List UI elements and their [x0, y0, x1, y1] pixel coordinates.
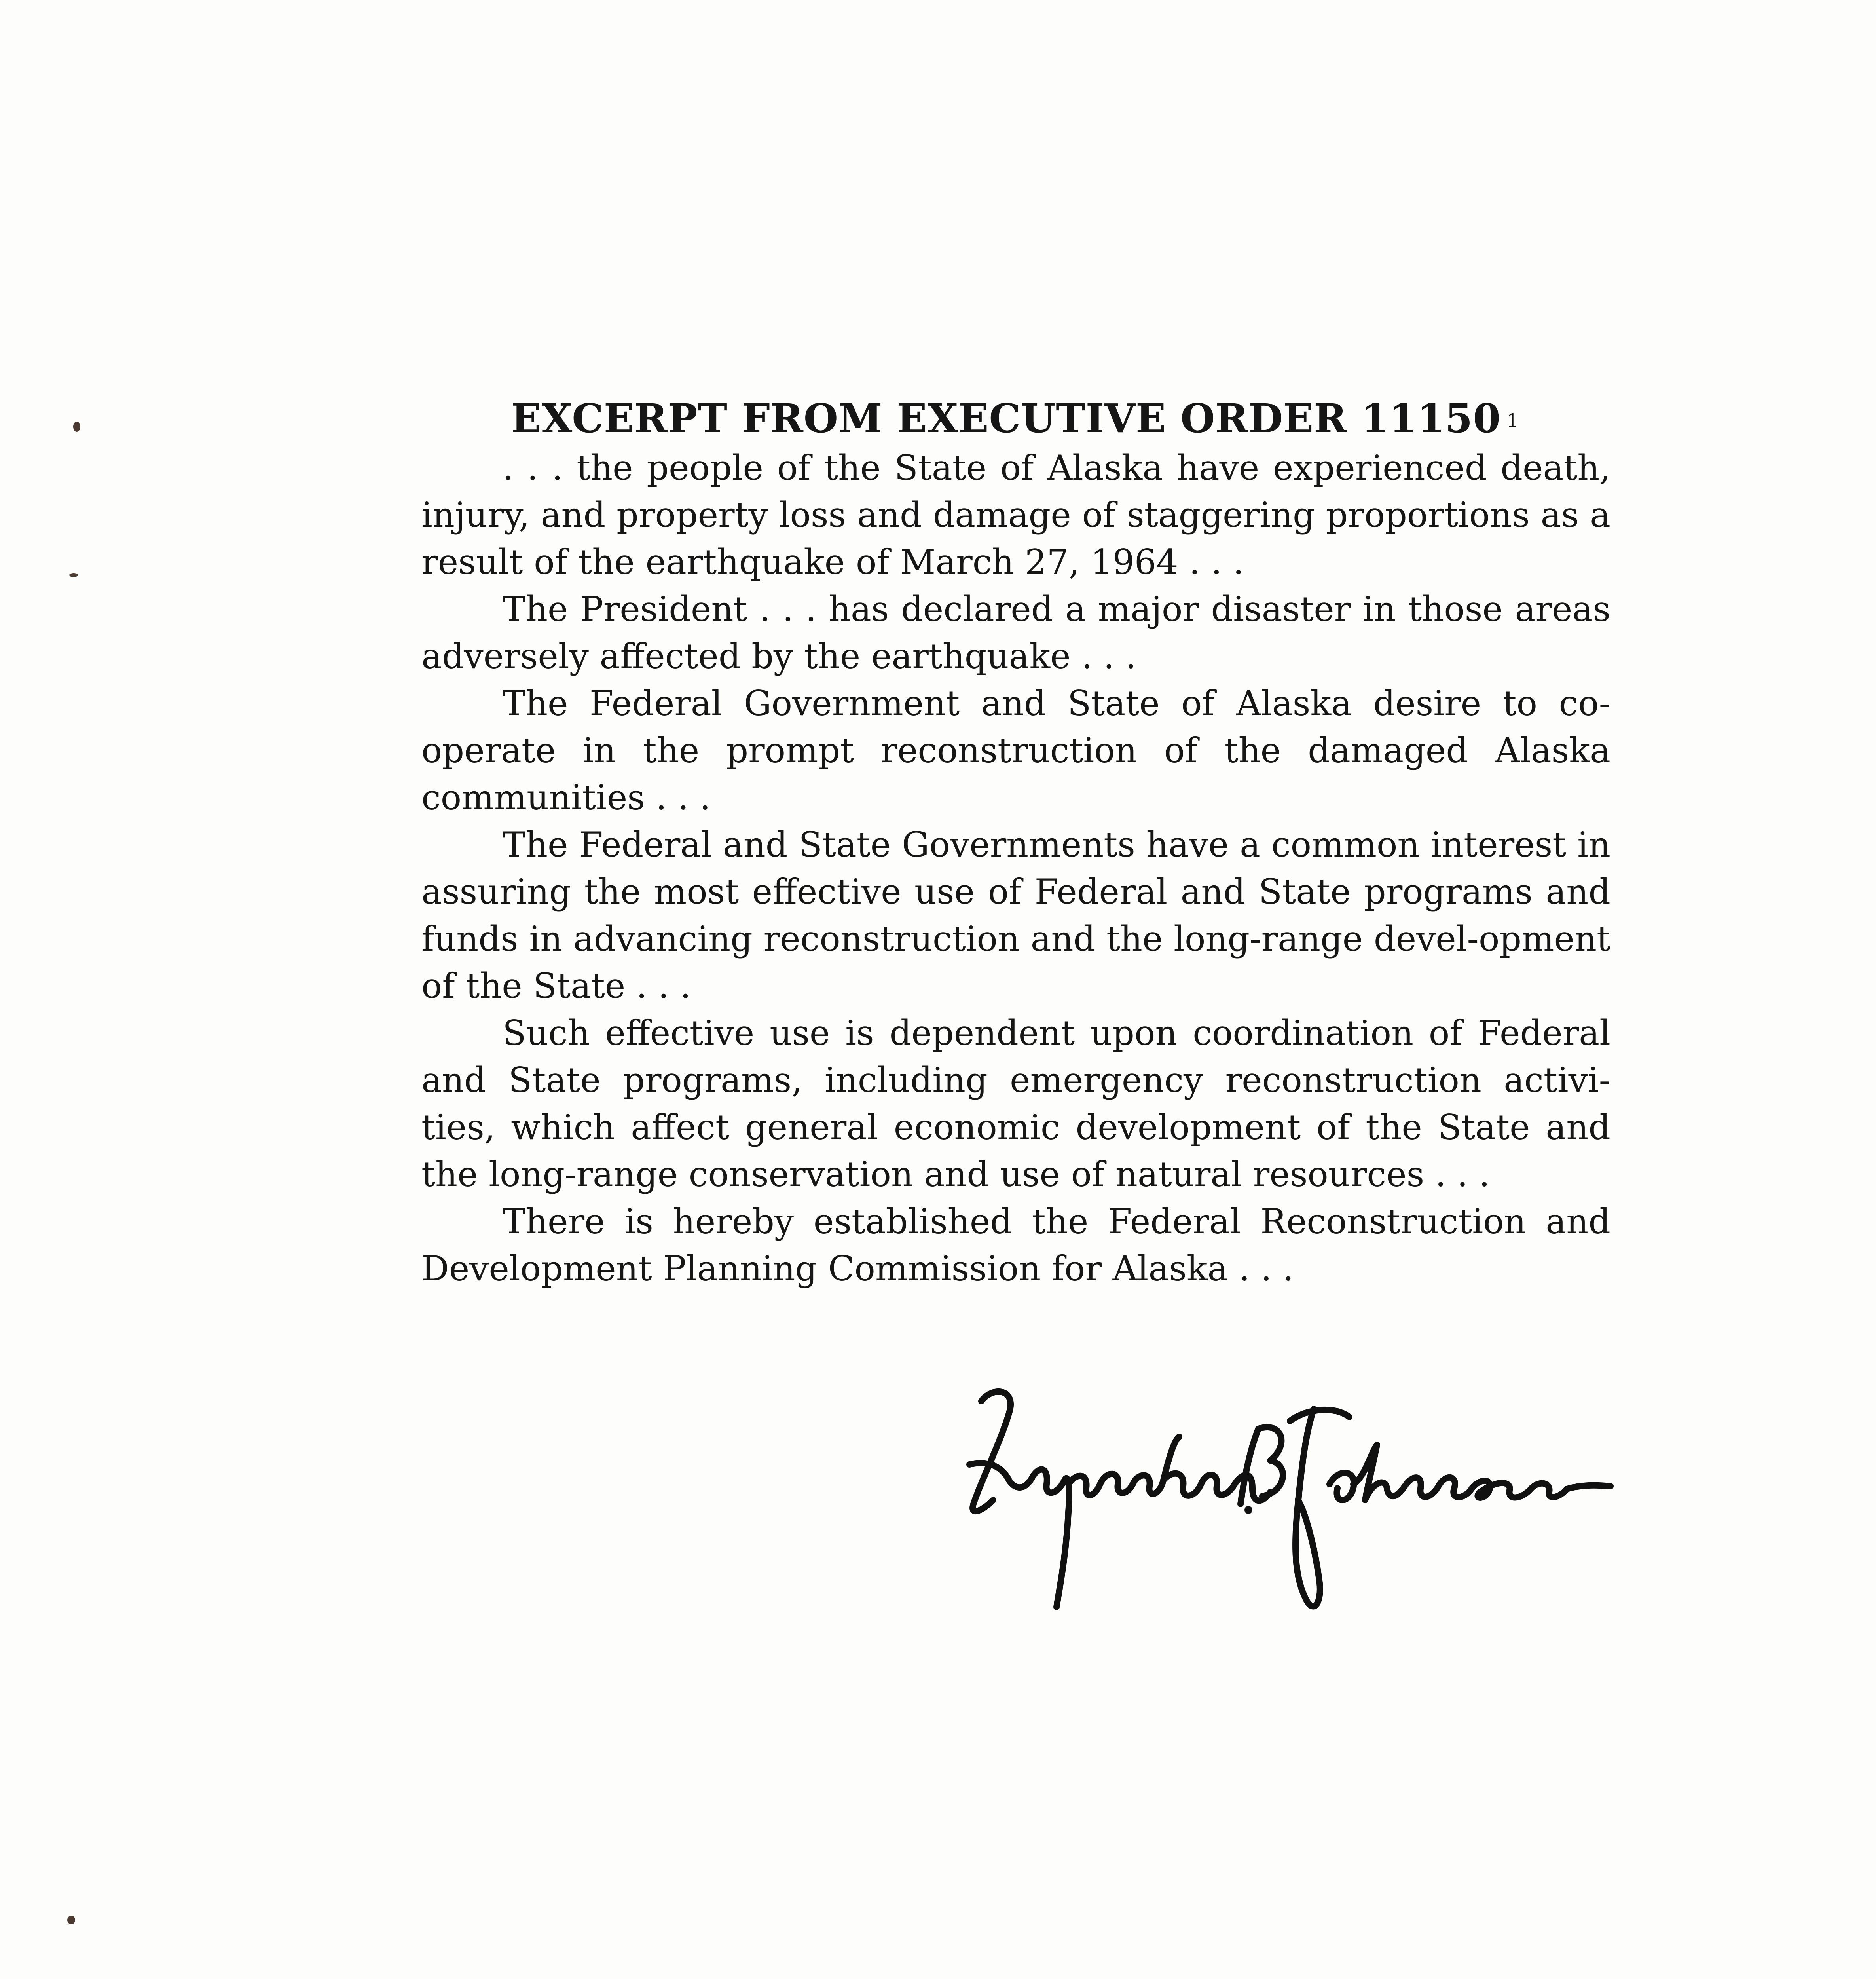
margin-speck: [67, 1916, 75, 1924]
paragraph-4: The Federal and State Governments have a common interest in assuring the most effective use of Federal and State programs and funds in advancing reconstruction and the long-range devel-opment of the State . . .: [421, 824, 1610, 1006]
title-text: EXCERPT FROM EXECUTIVE ORDER 11150: [511, 395, 1501, 442]
paragraph-6: There is hereby established the Federal Reconstruction and Development Planning Commission for Alaska . . .: [421, 1201, 1610, 1289]
excerpt-body: [421, 444, 1610, 1292]
margin-speck: [69, 573, 78, 577]
paragraph-1: . . . the people of the State of Alaska have experienced death, injury, and property loss and damage of staggering proportions as a result of the earthquake of March 27, 1964 . . .: [421, 448, 1610, 582]
paragraph-5: Such effective use is dependent upon coordination of Federal and State programs, including emergency reconstruction activi-ties, which affect general economic development of the State and the long-range conservation and use of natural resources . . .: [421, 1013, 1610, 1195]
margin-speck: [73, 422, 80, 432]
signature: [958, 1385, 1614, 1631]
paragraph-3: The Federal Government and State of Alaska desire to co-operate in the prompt reconstruction of the damaged Alaska communities . . .: [421, 683, 1610, 818]
page-title: [421, 391, 1609, 446]
paragraph-2: The President . . . has declared a major disaster in those areas adversely affected by the earthquake . . .: [421, 589, 1610, 676]
title-footnote-mark: 1: [1506, 410, 1519, 432]
